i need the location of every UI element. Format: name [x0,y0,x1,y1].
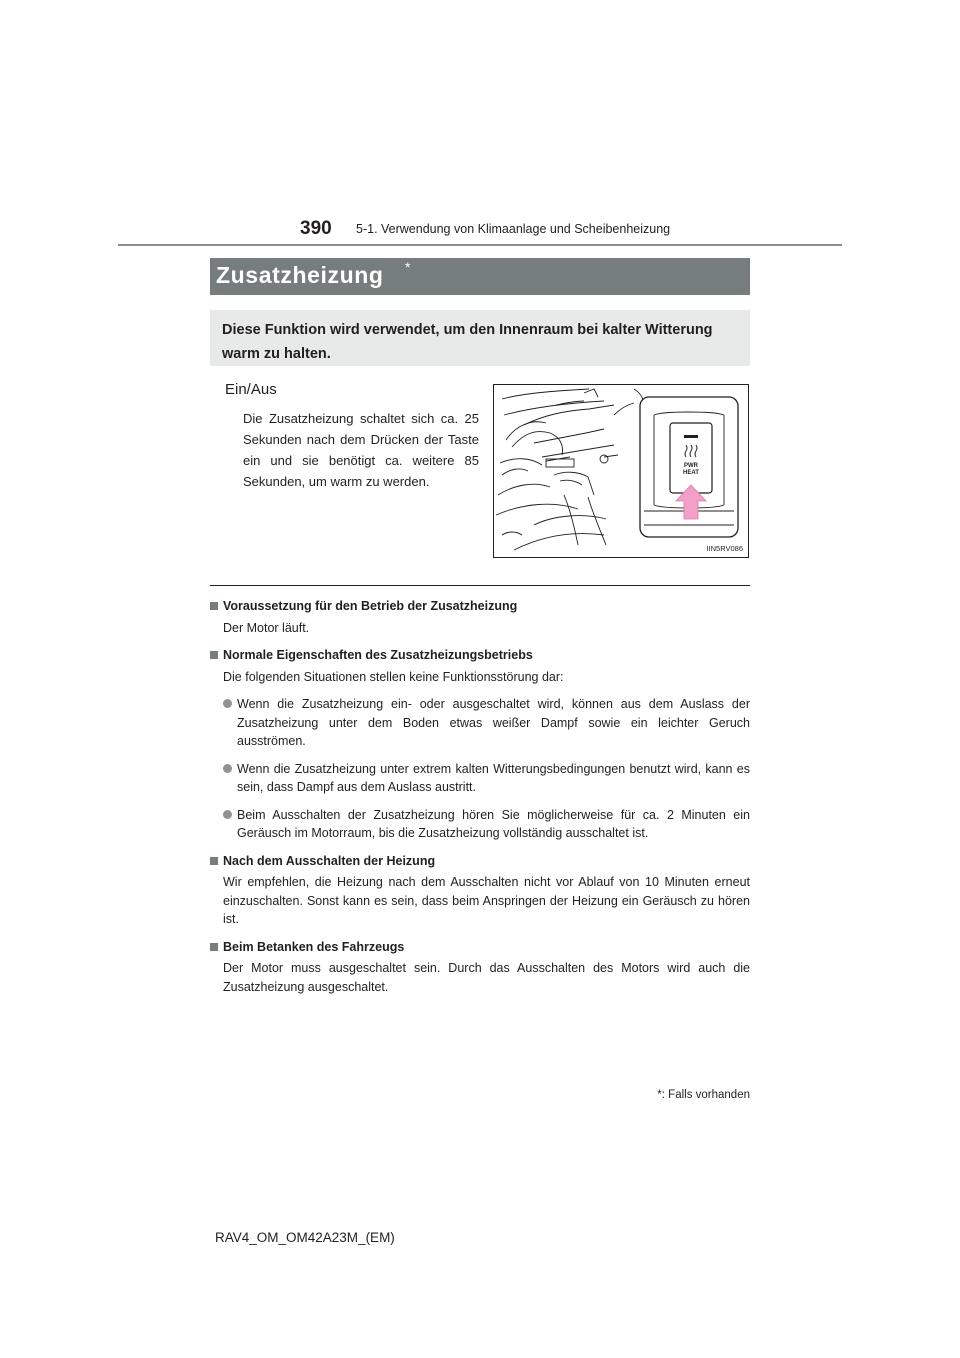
page-title: Zusatzheizung [216,262,384,288]
note-heading-prerequisite: Voraussetzung für den Betrieb der Zusatzheizung [210,597,750,616]
onoff-text: Die Zusatzheizung schaltet sich ca. 25 Sekunden nach dem Drücken der Taste ein und sie benötigt ca. weitere 85 Sekunden, um warm zu werden. [243,411,479,489]
list-item: Wenn die Zusatzheizung unter extrem kalten Witterungsbedingungen benutzt wird, kann es sein, dass Dampf aus dem Auslass austritt. [223,760,750,797]
note-text-after-off: Wir empfehlen, die Heizung nach dem Ausschalten nicht vor Ablauf von 10 Minuten erneut einzuschalten. Sonst kann es sein, dass beim Anspringen der Heizung ein Geräusch zu hören ist. [223,875,750,926]
footnote-text: : Falls vorhanden [661,1089,750,1101]
round-bullet-icon [223,699,232,708]
note-text-refuel: Der Motor muss ausgeschaltet sein. Durch das Ausschalten des Motors wird auch die Zusatzheizung ausgeschaltet. [223,961,750,994]
note-text-prerequisite: Der Motor läuft. [223,620,310,635]
section-header: 5-1. Verwendung von Klimaanlage und Scheibenheizung [356,222,671,236]
square-bullet-icon [210,602,218,610]
footnote [560,1089,750,1101]
section-divider [210,585,750,586]
title-bar [210,258,750,295]
list-item: Wenn die Zusatzheizung ein- oder ausgeschaltet wird, können aus dem Auslass der Zusatzheizung unter dem Boden etwas weißer Dampf sowie ein leichter Geruch ausströmen. [223,695,750,751]
header-rule [118,244,842,246]
square-bullet-icon [210,651,218,659]
note-text-normal: Die folgenden Situationen stellen keine Funktionsstörung dar: [223,669,564,684]
list-item: Beim Ausschalten der Zusatzheizung hören Sie möglicherweise für ca. 2 Minuten ein Geräusch im Motorraum, bis die Zusatzheizung vollständig ausschaltet ist. [223,806,750,843]
figure-id: IIN5RV086 [706,544,743,553]
note-heading-after-off: Nach dem Ausschalten der Heizung [210,852,750,871]
round-bullet-icon [223,764,232,773]
note-heading-refuel: Beim Betanken des Fahrzeugs [210,938,750,957]
note-heading-normal: Normale Eigenschaften des Zusatzheizungsbetriebs [210,646,750,665]
onoff-heading: Ein/Aus [225,381,277,398]
footnote-asterisk: * [657,1089,662,1101]
square-bullet-icon [210,857,218,865]
intro-text: Diese Funktion wird verwendet, um den Innenraum bei kalter Witterung warm zu halten. [222,322,713,362]
button-label-line2: HEAT [683,470,699,476]
dashboard-drawing [494,385,749,558]
round-bullet-icon [223,810,232,819]
dashboard-illustration [493,384,749,558]
manual-id: RAV4_OM_OM42A23M_(EM) [215,1230,395,1245]
notes-section [210,597,750,996]
page-number: 390 [300,218,332,239]
button-label-line1: PWR [684,463,698,469]
intro-box [210,310,750,366]
title-asterisk: * [405,259,411,275]
square-bullet-icon [210,943,218,951]
